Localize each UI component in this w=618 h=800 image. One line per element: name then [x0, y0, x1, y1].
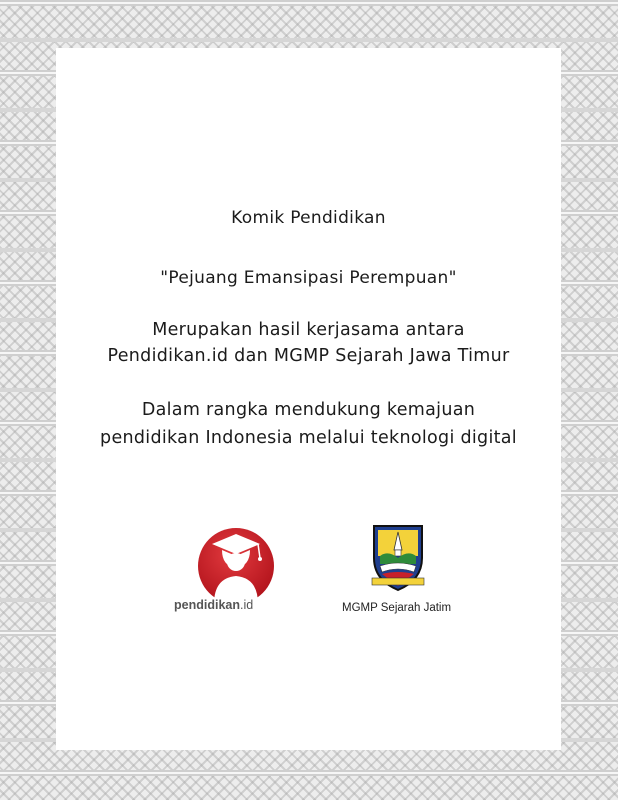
- content-card: [56, 48, 561, 750]
- document-title: Komik Pendidikan: [231, 208, 386, 228]
- jawa-timur-emblem-icon: [368, 520, 428, 592]
- purpose-line-2: pendidikan Indonesia melalui teknologi digital: [100, 428, 517, 448]
- collaboration-line-2: Pendidikan.id dan MGMP Sejarah Jawa Timur: [107, 346, 510, 366]
- mgmp-logo-caption: MGMP Sejarah Jatim: [342, 602, 452, 614]
- collaboration-line-1: Merupakan hasil kerjasama antara: [152, 320, 465, 340]
- purpose-line-1: Dalam rangka mendukung kemajuan: [141, 400, 476, 420]
- graduate-cap-logo-icon: [192, 526, 280, 604]
- logo-name-main: pendidikan: [174, 598, 240, 612]
- document-subtitle: "Pejuang Emansipasi Perempuan": [160, 268, 457, 288]
- logo-name-suffix: .id: [239, 598, 254, 612]
- pendidikan-id-logo-text: [174, 598, 304, 612]
